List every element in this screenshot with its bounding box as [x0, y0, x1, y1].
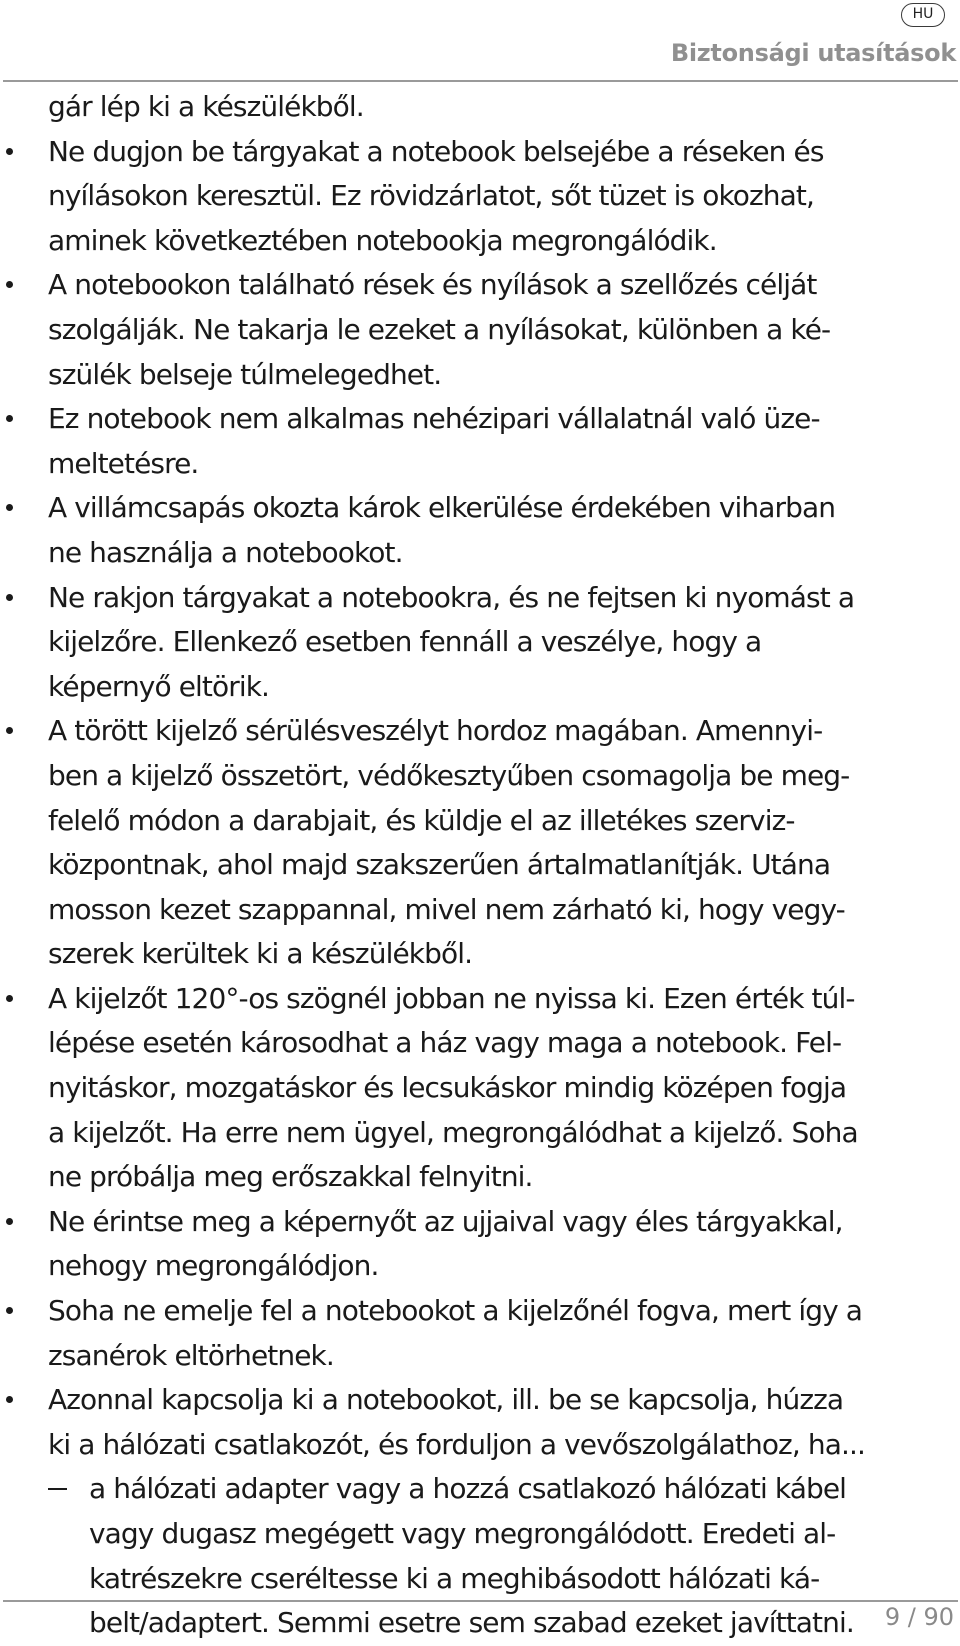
list-line: [0, 1378, 960, 1423]
line-text: ki a hálózati csatlakozót, és forduljon a vevőszolgálathoz, ha...: [48, 1427, 865, 1461]
list-line: [0, 219, 960, 264]
bullet-icon: [6, 1307, 13, 1314]
language-badge: HU: [901, 3, 945, 27]
list-line: [0, 1155, 960, 1200]
line-text: nehogy megrongálódjon.: [48, 1249, 379, 1283]
bullet-icon: [6, 594, 13, 601]
list-line: [0, 263, 960, 308]
bullet-icon: [6, 504, 13, 511]
list-line: [0, 888, 960, 933]
bullet-icon: [6, 995, 13, 1002]
line-text: a hálózati adapter vagy a hozzá csatlakozó hálózati kábel: [89, 1472, 847, 1506]
page-number: 9 / 90: [884, 1603, 954, 1631]
list-line: [0, 486, 960, 531]
sub-list-line: [0, 1512, 960, 1557]
line-text: mosson kezet szappannal, mivel nem zárható ki, hogy vegy-: [48, 892, 845, 926]
list-line: [0, 754, 960, 799]
line-text: belt/adaptert. Semmi esetre sem szabad ezeket javíttatni.: [89, 1606, 854, 1640]
list-line: [0, 1244, 960, 1289]
line-text: zsanérok eltörhetnek.: [48, 1338, 334, 1372]
bullet-icon: [6, 1218, 13, 1225]
line-text: vagy dugasz megégett vagy megrongálódott. Eredeti al-: [89, 1517, 836, 1550]
line-text: felelő módon a darabjait, és küldje el az illetékes szerviz-: [48, 803, 795, 837]
line-text: ne próbálja meg erőszakkal felnyitni.: [48, 1160, 533, 1194]
list-line: [0, 308, 960, 353]
safety-instructions-text: [0, 85, 960, 1646]
sub-list-line: [0, 1601, 960, 1646]
line-text: kijelzőre. Ellenkező esetben fennáll a veszélye, hogy a: [48, 625, 762, 659]
line-text: szerek kerültek ki a készülékből.: [48, 937, 473, 971]
list-line: [0, 843, 960, 888]
dash-icon: [48, 1488, 67, 1490]
list-line: [0, 1021, 960, 1066]
line-text: Soha ne emelje fel a notebookot a kijelzőnél fogva, mert így a: [48, 1294, 863, 1328]
list-line: [0, 1289, 960, 1334]
header-divider: [3, 80, 958, 82]
list-line: [0, 397, 960, 442]
line-text: központnak, ahol majd szakszerűen ártalmatlanítják. Utána: [48, 848, 831, 882]
list-line: [0, 130, 960, 175]
bullet-icon: [6, 281, 13, 288]
list-line: [0, 709, 960, 754]
line-text: Ne érintse meg a képernyőt az ujjaival vagy éles tárgyakkal,: [48, 1204, 843, 1238]
line-text: A notebookon található rések és nyílások a szellőzés célját: [48, 268, 817, 302]
list-line: [0, 576, 960, 621]
line-text: Ne dugjon be tárgyakat a notebook belsejébe a réseken és: [48, 134, 824, 168]
line-text: Ne rakjon tárgyakat a notebookra, és ne fejtsen ki nyomást a: [48, 580, 855, 614]
list-line: [0, 1200, 960, 1245]
line-text: A törött kijelző sérülésveszélyt hordoz magában. Amennyi-: [48, 714, 823, 748]
bullet-icon: [6, 1396, 13, 1403]
line-text: szülék belseje túlmelegedhet.: [48, 357, 442, 391]
line-text: A kijelzőt 120°-os szögnél jobban ne nyissa ki. Ezen érték túl-: [48, 981, 855, 1015]
list-line: [0, 665, 960, 710]
line-text: képernyő eltörik.: [48, 669, 270, 703]
list-line: [0, 442, 960, 487]
bullet-icon: [6, 727, 13, 734]
list-line: [0, 353, 960, 398]
line-text: lépése esetén károsodhat a ház vagy maga a notebook. Fel-: [48, 1026, 842, 1060]
list-line: [0, 85, 960, 130]
line-text: gár lép ki a készülékből.: [48, 90, 364, 123]
line-text: aminek következtében notebookja megrongálódik.: [48, 223, 717, 257]
sub-list-line: [0, 1557, 960, 1602]
list-line: [0, 799, 960, 844]
line-text: ne használja a notebookot.: [48, 535, 403, 569]
list-line: [0, 1423, 960, 1468]
list-line: [0, 174, 960, 219]
line-text: Azonnal kapcsolja ki a notebookot, ill. be se kapcsolja, húzza: [48, 1383, 844, 1417]
line-text: katrészekre cseréltesse ki a meghibásodott hálózati ká-: [89, 1561, 820, 1595]
sub-list-line: [0, 1467, 960, 1512]
bullet-icon: [6, 415, 13, 422]
list-line: [0, 1066, 960, 1111]
line-text: A villámcsapás okozta károk elkerülése érdekében viharban: [48, 491, 836, 525]
list-line: [0, 977, 960, 1022]
list-line: [0, 531, 960, 576]
line-text: szolgálják. Ne takarja le ezeket a nyílásokat, különben a ké-: [48, 312, 831, 346]
list-line: [0, 1334, 960, 1379]
section-title: Biztonsági utasítások: [670, 39, 956, 67]
bullet-icon: [6, 148, 13, 155]
footer-divider: [3, 1600, 958, 1602]
line-text: meltetésre.: [48, 446, 199, 480]
line-text: ben a kijelző összetört, védőkesztyűben csomagolja be meg-: [48, 758, 850, 792]
line-text: Ez notebook nem alkalmas nehézipari vállalatnál való üze-: [48, 402, 820, 436]
line-text: nyitáskor, mozgatáskor és lecsukáskor mindig középen fogja: [48, 1071, 847, 1105]
list-line: [0, 620, 960, 665]
list-line: [0, 1111, 960, 1156]
line-text: nyílásokon keresztül. Ez rövidzárlatot, sőt tüzet is okozhat,: [48, 179, 814, 213]
line-text: a kijelzőt. Ha erre nem ügyel, megrongálódhat a kijelző. Soha: [48, 1115, 858, 1149]
list-line: [0, 932, 960, 977]
